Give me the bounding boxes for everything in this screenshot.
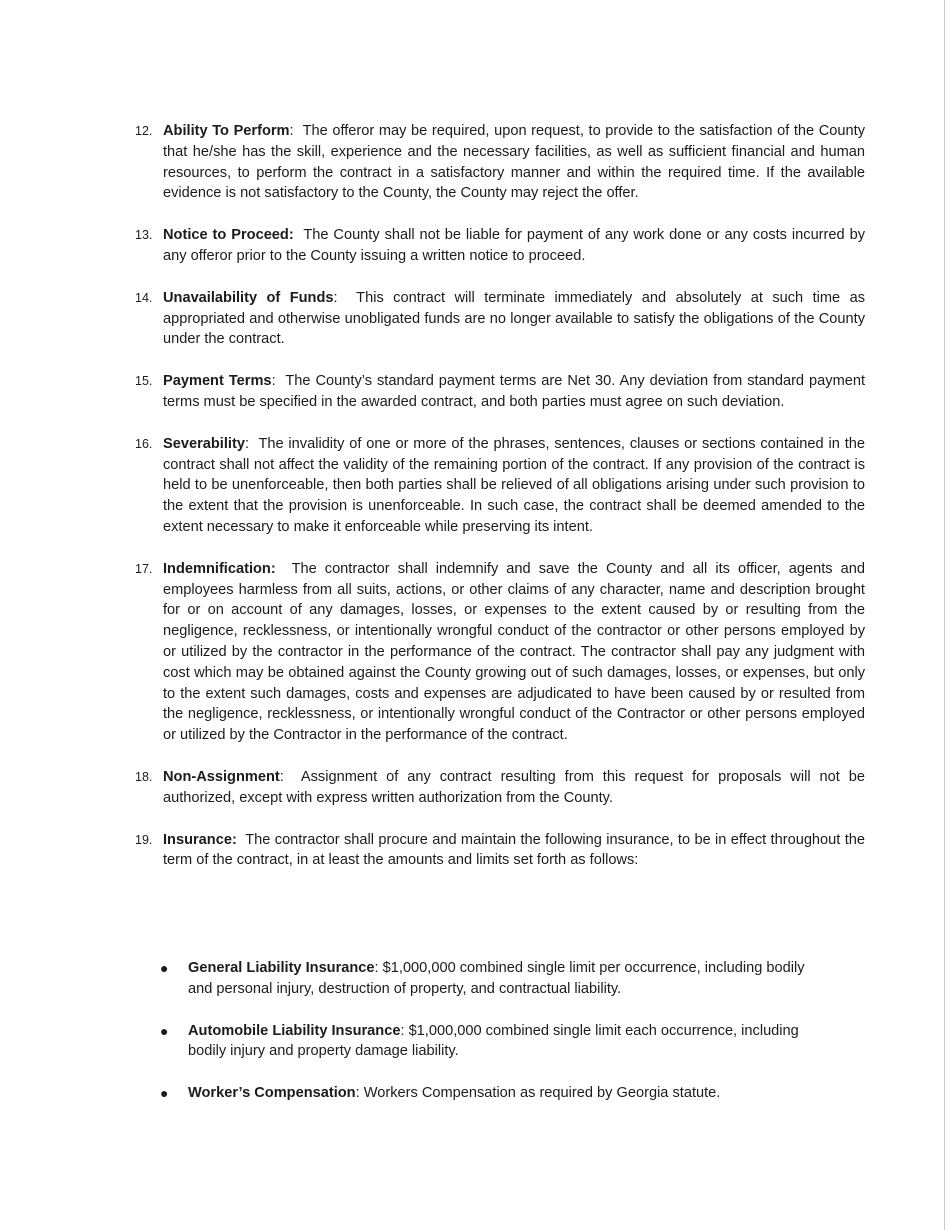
clause-number: 19.: [135, 832, 153, 847]
insurance-item-text: Workers Compensation as required by Georgia statute.: [363, 1085, 721, 1102]
clause-text: This contract will terminate immediately and absolutely at such time as appropriated and otherwise unobligated funds are no longer available to satisfy the obligations of the County under the contract.: [163, 289, 865, 348]
clause-body: Severability: The invalidity of one or more of the phrases, sentences, clauses or sections contained in the contract shall not affect the validity of the remaining portion of the contract. If any provision of the contract is held to be unenforceable, then both parties shall be relieved of all obligations arising under such provision to the extent that the provision is unenforceable. In such case, the contract shall be deemed amended to the extent necessary to make it enforceable while preserving its intent.: [163, 435, 866, 535]
clause-body: Non-Assignment: Assignment of any contract resulting from this request for proposals will not be authorized, except with express written authorization from the County.: [163, 768, 865, 806]
clause-title: Notice to Proceed: [163, 227, 289, 244]
bullet-body: Worker’s Compensation: Workers Compensation as required by Georgia statute.: [188, 1085, 721, 1102]
clause-number: 14.: [135, 290, 153, 305]
clause-text: The County’s standard payment terms are Net 30. Any deviation from standard payment terms must be specified in the awarded contract, and both parties must agree on such deviation.: [163, 373, 866, 410]
clause-text: The invalidity of one or more of the phrases, sentences, clauses or sections contained in the contract shall not affect the validity of the remaining portion of the contract. If any provision of the contract is held to be unenforceable, then both parties shall be relieved of all obligations arising under such provision to the extent that the provision is unenforceable. In such case, the contract shall be deemed amended to the extent necessary to make it enforceable while preserving its intent.: [163, 435, 866, 535]
clause-title: Payment Terms: [163, 373, 272, 390]
clause-text: The contractor shall indemnify and save the County and all its officer, agents and employees harmless from all suits, actions, or other claims of any character, name and description brought for or on account of any damages, losses, or expenses to the extent caused by or resulting from the negligence, recklessness, or intentionally wrongful conduct of the contractor or other persons employed by or utilized by the contractor in the performance of the contract. The contractor shall pay any judgment with cost which may be obtained against the County growing out of such damages, losses, or expenses, but only to the extent such damages, costs and expenses are adjudicated to have been caused by or resulted from the negligence, recklessness, or intentionally wrongful conduct of the Contractor or other persons employed or utilized by the Contractor in the performance of the contract.: [163, 560, 865, 744]
clause-text: The offeror may be required, upon request, to provide to the satisfaction of the County that he/she has the skill, experience and the necessary facilities, as well as sufficient financial and human resources, to perform the contract in a satisfactory manner and within the required time. If the available evidence is not satisfactory to the County, the County may reject the offer.: [163, 123, 865, 202]
clause-title: Indemnification:: [163, 560, 276, 577]
clause-title: Ability To Perform: [163, 123, 290, 139]
bullet-icon: ●: [160, 1085, 169, 1102]
bullet-icon: ●: [160, 960, 169, 976]
bullet-icon: ●: [160, 1022, 169, 1039]
clause-notice-to-proceed: [135, 225, 865, 267]
clause-body: Ability To Perform: The offeror may be required, upon request, to provide to the satisfaction of the County that he/she has the skill, experience and the necessary facilities, as well as sufficient financial and human resources, to perform the contract in a satisfactory manner and within the required time. If the available evidence is not satisfactory to the County, the County may reject the offer.: [163, 123, 865, 202]
clause-payment-terms: [135, 371, 865, 413]
clause-title: Non-Assignment: [163, 768, 280, 785]
insurance-item-title: General Liability Insurance: [188, 960, 375, 976]
insurance-item-text: $1,000,000 combined single limit each occurrence, including bodily injury and property damage liability.: [188, 1022, 799, 1060]
clause-number: 16.: [135, 436, 153, 451]
clause-number: 17.: [135, 561, 153, 576]
clause-ability-to-perform: [135, 121, 865, 204]
clause-number: 12.: [135, 124, 153, 138]
clause-body: Notice to Proceed: The County shall not be liable for payment of any work done or any costs incurred by any offeror prior to the County issuing a written notice to proceed.: [163, 227, 865, 264]
clause-body: [163, 830, 865, 872]
clause-number: 18.: [135, 769, 153, 784]
insurance-item-automobile-liability: [160, 1021, 865, 1063]
clause-indemnification: [135, 559, 865, 746]
clause-list: [135, 121, 865, 891]
clause-title: Unavailability of Funds: [163, 289, 334, 306]
clause-body: Payment Terms: The County’s standard payment terms are Net 30. Any deviation from standard payment terms must be specified in the awarded contract, and both parties must agree on such deviation.: [163, 373, 866, 410]
insurance-bullet-list: [160, 958, 865, 1104]
insurance-item-title: Automobile Liability Insurance: [188, 1022, 401, 1039]
scan-edge-line: [944, 0, 945, 1230]
clause-text: The County shall not be liable for payment of any work done or any costs incurred by any offeror prior to the County issuing a written notice to proceed.: [163, 227, 865, 264]
clause-insurance: [135, 830, 865, 872]
clause-text: Assignment of any contract resulting from this request for proposals will not be authorized, except with express written authorization from the County.: [163, 768, 865, 806]
clause-unavailability-of-funds: [135, 288, 865, 350]
clause-title: Severability: [163, 435, 245, 452]
insurance-item-workers-compensation: [160, 1083, 865, 1104]
clause-body: [163, 559, 865, 746]
insurance-item-text: $1,000,000 combined single limit per occurrence, including bodily and personal injury, destruction of property, and contractual liability.: [188, 960, 805, 997]
bullet-body: Automobile Liability Insurance: $1,000,000 combined single limit each occurrence, including bodily injury and property damage liability.: [188, 1022, 799, 1060]
clause-non-assignment: [135, 767, 865, 809]
clause-title: Insurance:: [163, 831, 237, 848]
clause-number: 13.: [135, 228, 153, 243]
insurance-item-general-liability: [160, 958, 865, 1000]
insurance-item-title: Worker’s Compensation: [188, 1085, 356, 1102]
clause-text: The contractor shall procure and maintain the following insurance, to be in effect throughout the term of the contract, in at least the amounts and limits set forth as follows:: [163, 831, 865, 869]
clause-body: Unavailability of Funds: This contract will terminate immediately and absolutely at such time as appropriated and otherwise unobligated funds are no longer available to satisfy the obligations of the County under the contract.: [163, 289, 865, 348]
clause-severability: [135, 434, 865, 538]
bullet-body: General Liability Insurance: $1,000,000 combined single limit per occurrence, including bodily and personal injury, destruction of property, and contractual liability.: [188, 960, 805, 997]
clause-number: 15.: [135, 374, 153, 389]
